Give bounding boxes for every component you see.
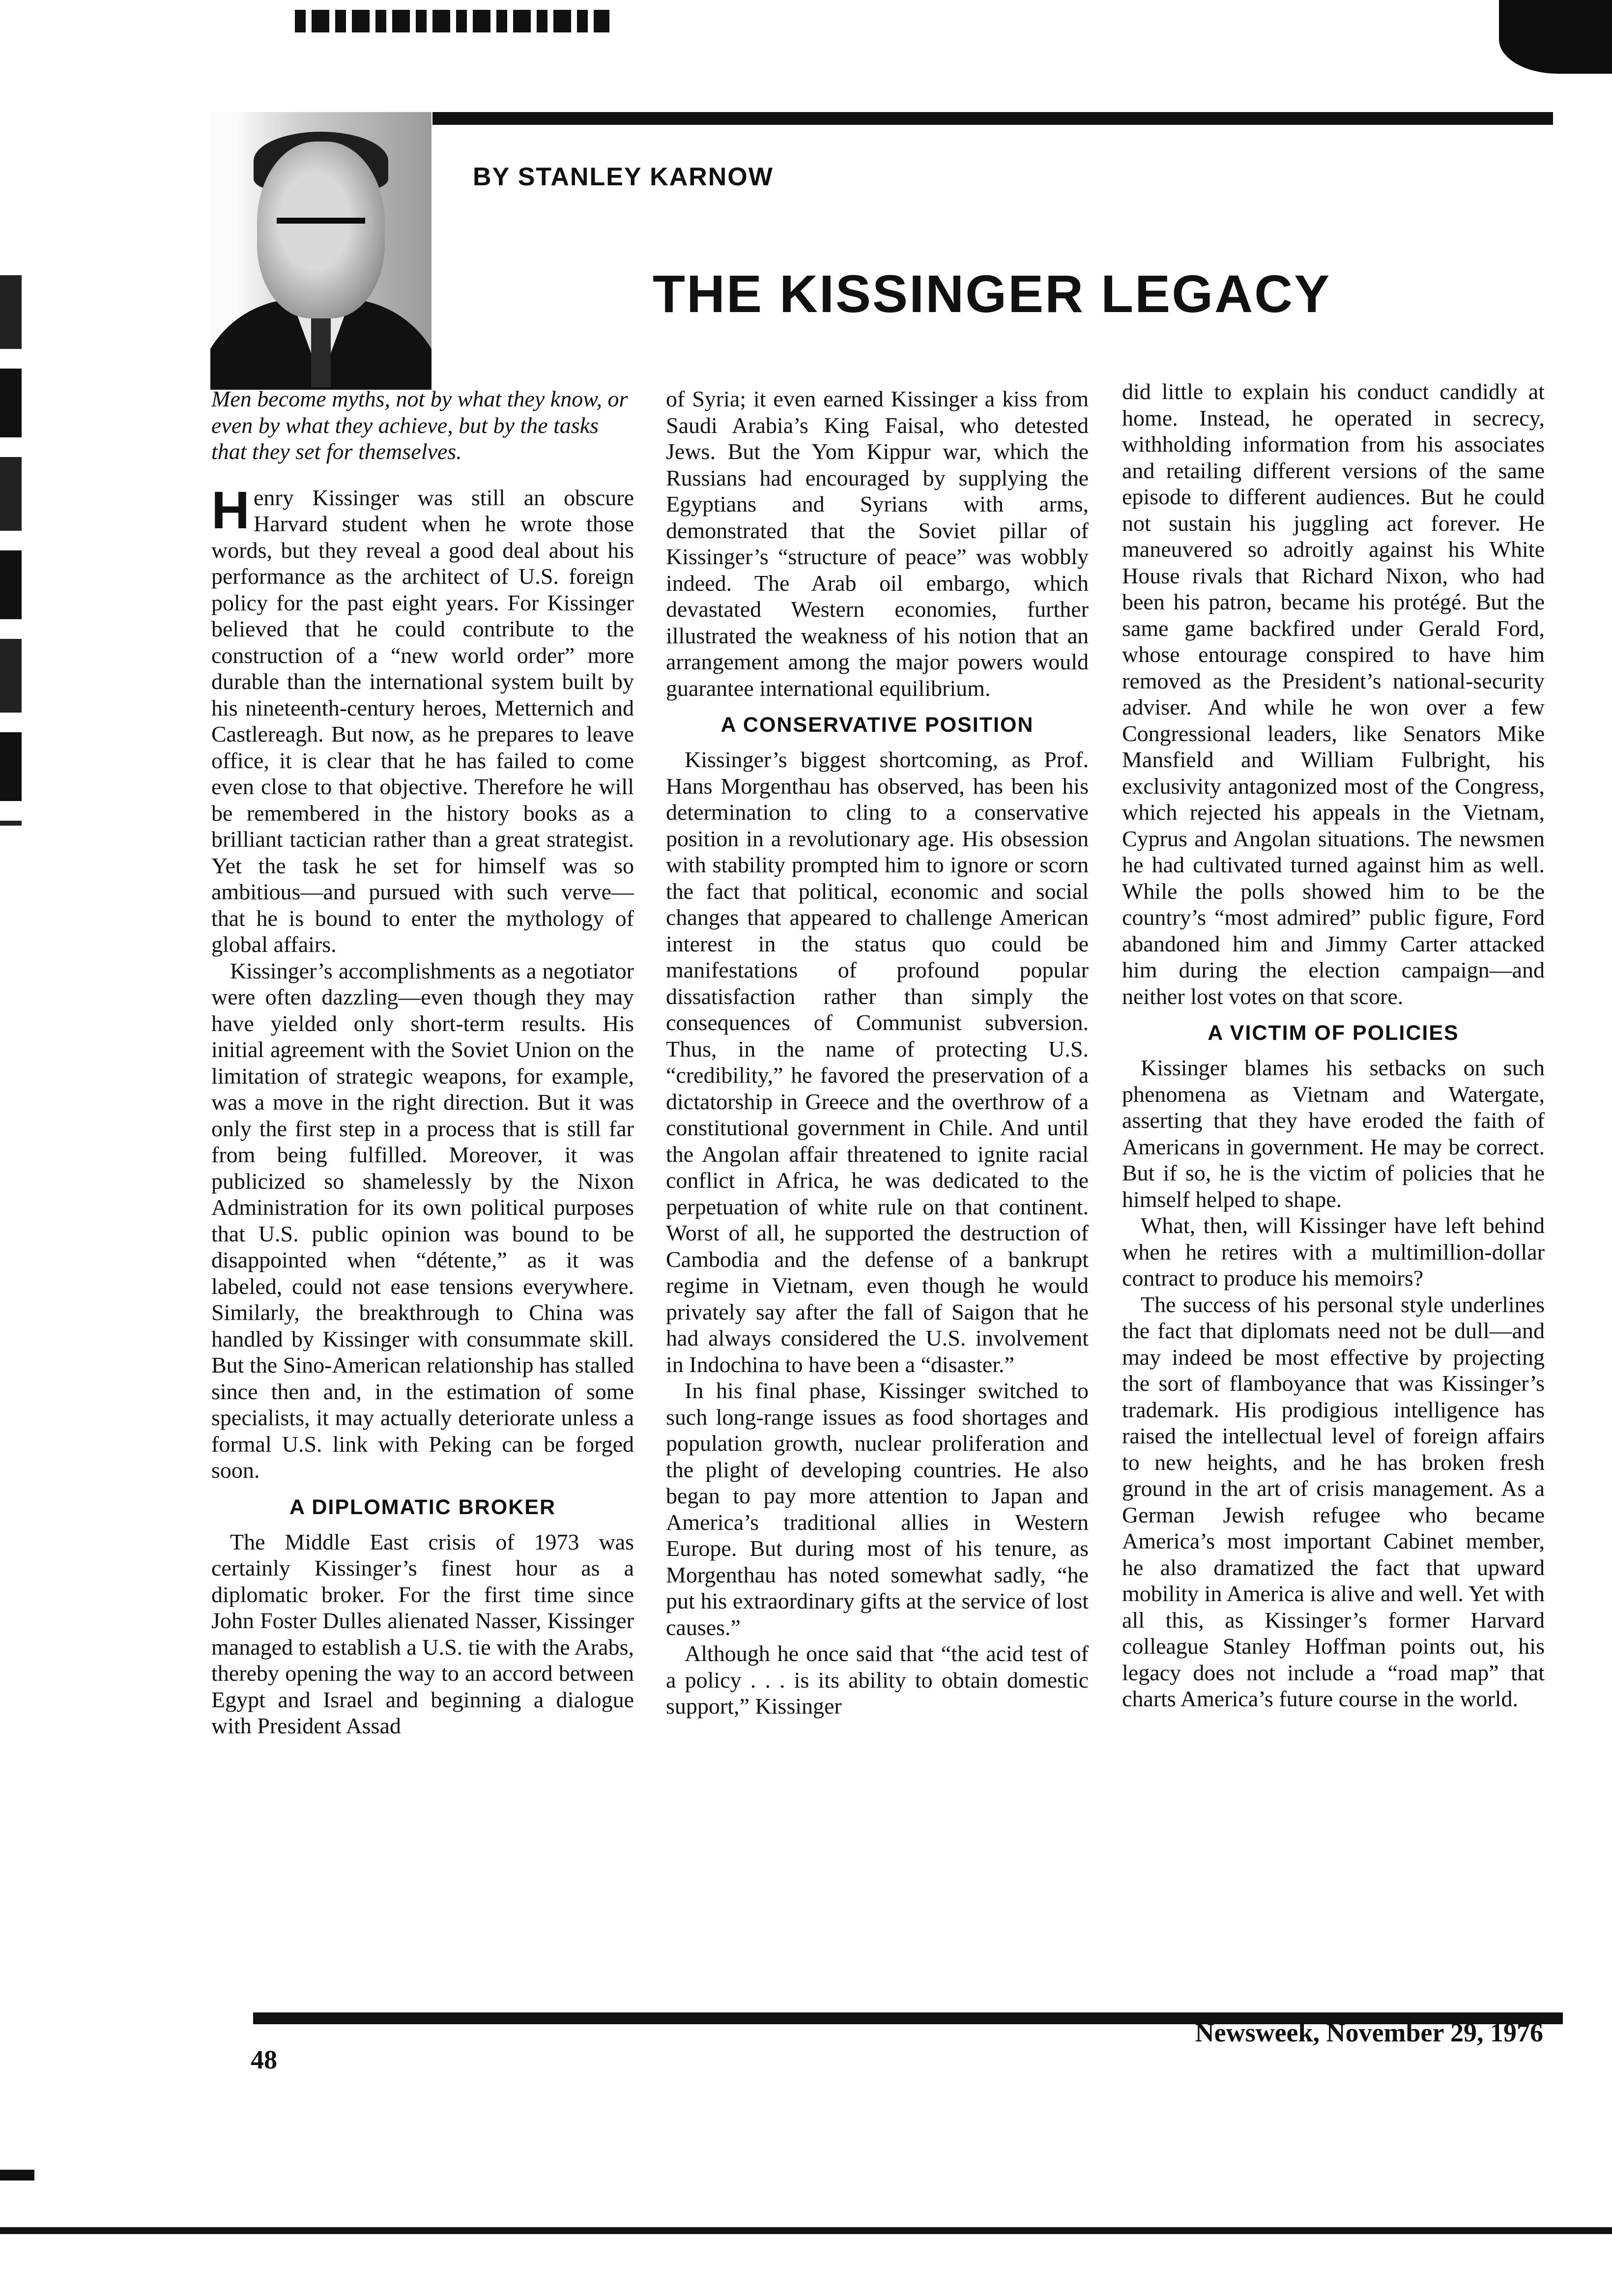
paragraph: Kissinger blames his setbacks on such phenomena as Vietnam and Watergate, asserting that they have eroded the faith of Americans in government. He may be correct. But if so, he is the victim of policies that he himself helped to shape. <box>1122 1055 1545 1212</box>
header-rule <box>432 112 1553 125</box>
byline: BY STANLEY KARNOW <box>473 163 774 191</box>
article-title: THE KISSINGER LEGACY <box>653 264 1331 323</box>
epigraph: Men become myths, not by what they know, or even by what they achieve, but by the tasks that they set for themselves. <box>211 386 628 464</box>
paragraph: Kissinger’s accomplishments as a negotiator were often dazzling—even though they may have yielded only short-term results. His initial agreement with the Soviet Union on the limitation of strategic weapons, for example, was a move in the right direction. But it was only the first step in a process that is still far from being fulfilled. Moreover, it was publicized so shamelessly by the Nixon Administration for its own political purposes that U.S. public opinion was bound to be disappointed when “détente,” as it was labeled, could not ease tensions everywhere. Similarly, the breakthrough to China was handled by Kissinger with consummate skill. But the Sino-American relationship has stalled since then and, in the estimation of some specialists, it may actually deteriorate unless a formal U.S. link with Peking can be forged soon. <box>211 958 634 1483</box>
publication-source: Newsweek, November 29, 1976 <box>1195 2018 1543 2047</box>
scan-edge-marks <box>0 275 22 826</box>
scan-corner-shadow <box>1499 0 1612 74</box>
subhead-victim-of-policies: A VICTIM OF POLICIES <box>1208 1021 1459 1045</box>
scan-artifact-top <box>295 10 609 32</box>
drop-cap: H <box>211 480 250 540</box>
subhead-diplomatic-broker: A DIPLOMATIC BROKER <box>289 1495 556 1519</box>
column-3 <box>1122 378 1545 1712</box>
column-2 <box>666 386 1089 1720</box>
paragraph: Although he once said that “the acid test of a policy . . . is its ability to obtain domestic support,” Kissinger <box>666 1641 1089 1719</box>
paragraph: Henry Kissinger was still an obscure Harvard student when he wrote those words, but they reveal a good deal about his performance as the architect of U.S. foreign policy for the past eight years. For Kissinger believed that he could contribute to the construction of a “new world order” more durable than the international system built by his nineteenth-century heroes, Metternich and Castlereagh. But now, as he prepares to leave office, it is clear that he has failed to come even close to that objective. Therefore he will be remembered in the history books as a brilliant tactician rather than a great strategist. Yet the task he set for himself was so ambitious—and pursued with such verve—that he is bound to enter the mythology of global affairs. <box>211 480 634 957</box>
scan-binding-mark <box>0 2170 34 2181</box>
paragraph: of Syria; it even earned Kissinger a kiss from Saudi Arabia’s King Faisal, who detested Jews. But the Yom Kippur war, which the Russians had encouraged by supplying the Egyptians and Syrians with arms, demonstrated that the Soviet pillar of Kissinger’s “structure of peace” was wobbly indeed. The Arab oil embargo, which devastated Western economies, further illustrated the weakness of his notion that an arrangement among the major powers would guarantee international equilibrium. <box>666 386 1089 701</box>
paragraph: The Middle East crisis of 1973 was certainly Kissinger’s finest hour as a diplomatic broker. For the first time since John Foster Dulles alienated Nasser, Kissinger managed to establish a U.S. tie with the Arabs, thereby opening the way to an accord between Egypt and Israel and beginning a dialogue with President Assad <box>211 1529 634 1738</box>
author-photo <box>210 112 432 390</box>
paragraph: In his final phase, Kissinger switched to such long-range issues as food shortages and population growth, nuclear proliferation and the plight of developing countries. He also began to pay more attention to Japan and America’s traditional allies in Western Europe. But during most of his tenure, as Morgenthau has noted somewhat sadly, “he put his extraordinary gifts at the service of lost causes.” <box>666 1378 1089 1640</box>
scan-binding-edge <box>0 2221 1612 2241</box>
subhead-conservative-position: A CONSERVATIVE POSITION <box>720 713 1034 737</box>
paragraph: Kissinger’s biggest shortcoming, as Prof. Hans Morgenthau has observed, has been his determination to cling to a conservative position in a revolutionary age. His obsession with stability prompted him to ignore or scorn the fact that political, economic and social changes that appeared to challenge American interest in the status quo could be manifestations of profound popular dissatisfaction rather than simply the consequences of Communist subversion. Thus, in the name of protecting U.S. “credibility,” he favored the preservation of a dictatorship in Greece and the overthrow of a constitutional government in Chile. And until the Angolan affair threatened to ignite racial conflict in Africa, he was dedicated to the perpetuation of white rule on that continent. Worst of all, he supported the destruction of Cambodia and the defense of a bankrupt regime in Vietnam, even though he would privately say after the fall of Saigon that he had always considered the U.S. involvement in Indochina to have been a “disaster.” <box>666 747 1089 1377</box>
paragraph: What, then, will Kissinger have left behind when he retires with a multimillion-dollar contract to produce his memoirs? <box>1122 1213 1545 1291</box>
paragraph: did little to explain his conduct candidly at home. Instead, he operated in secrecy, withholding information from his associates and retailing different versions of the same episode to different audiences. But he could not sustain his juggling act forever. He maneuvered so adroitly against his White House rivals that Richard Nixon, who had been his patron, became his protégé. But the same game backfired under Gerald Ford, whose entourage conspired to have him removed as the President’s national-security adviser. And while he won over a few Congressional leaders, like Senators Mike Mansfield and William Fulbright, his exclusivity antagonized most of the Congress, which rejected his appeals in the Vietnam, Cyprus and Angolan situations. The newsmen he had cultivated turned against him as well. While the polls showed him to be the country’s “most admired” public figure, Ford abandoned him and Jimmy Carter attacked him during the election campaign—and neither lost votes on that score. <box>1122 379 1545 1009</box>
paragraph: The success of his personal style underlines the fact that diplomats need not be dull—and may indeed be most effective by projecting the sort of flamboyance that was Kissinger’s trademark. His prodigious intelligence has raised the intellectual level of foreign affairs to new heights, and he has broken fresh ground in the art of crisis management. As a German Jewish refugee who became America’s most important Cabinet member, he also dramatized the fact that upward mobility in America is alive and well. Yet with all this, as Kissinger’s former Harvard colleague Stanley Hoffman points out, his legacy does not include a “road map” that charts America’s future course in the world. <box>1122 1292 1545 1711</box>
column-1 <box>211 386 634 1739</box>
page-number: 48 <box>251 2045 277 2074</box>
